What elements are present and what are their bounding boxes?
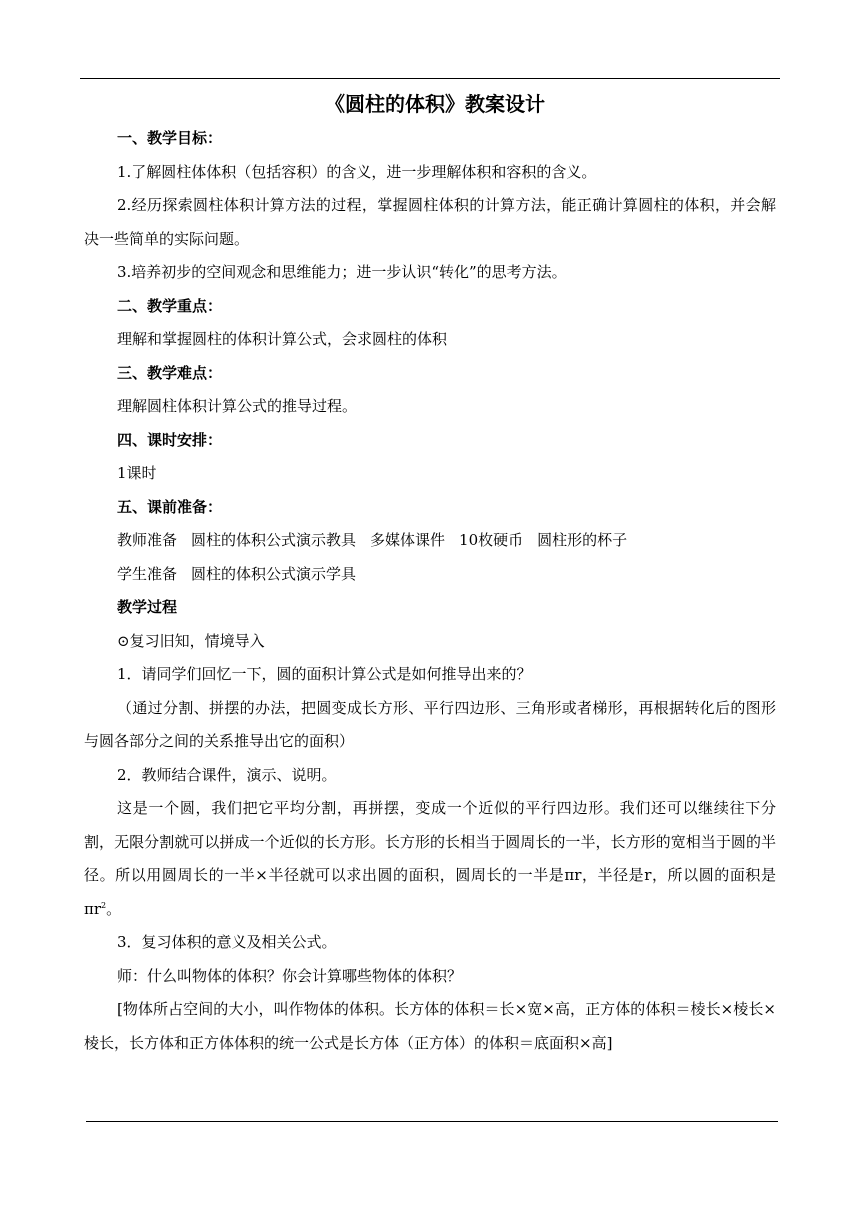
section-heading-objectives: 一、教学目标： [117, 129, 223, 147]
teacher-question: 师：什么叫物体的体积？你会计算哪些物体的体积？ [117, 966, 463, 985]
student-preparation-label: 学生准备 [117, 564, 178, 583]
review-question-2: 2．教师结合课件，演示、说明。 [117, 765, 337, 784]
review-explanation [84, 792, 776, 926]
teacher-preparation-label: 教师准备 [117, 531, 178, 549]
section-heading-preparation: 五、课前准备： [117, 497, 223, 516]
teacher-preparation-item: 多媒体课件 [370, 531, 446, 549]
difficulties-text: 理解圆柱体积计算公式的推导过程。 [117, 397, 358, 415]
schedule-text: 1课时 [117, 464, 157, 482]
teacher-preparation-item: 10枚硬币 [459, 531, 524, 549]
teacher-preparation [84, 524, 776, 558]
student-preparation-item: 圆柱的体积公式演示学具 [191, 564, 357, 583]
document-body [84, 86, 776, 1060]
header-rule [80, 78, 780, 79]
section-heading-schedule: 四、课时安排： [117, 430, 223, 449]
objective-item-2: 2.经历探索圆柱体积计算方法的过程，掌握圆柱体积的计算方法，能正确计算圆柱的体积，并会解决一些简单的实际问题。 [84, 196, 776, 248]
teacher-preparation-item: 圆柱的体积公式演示教具 [191, 531, 357, 549]
section-heading-key-points: 二、教学重点： [117, 296, 223, 315]
objective-item-1: 1.了解圆柱体体积（包括容积）的含义，进一步理解体积和容积的含义。 [117, 162, 597, 181]
review-question-1: 1．请同学们回忆一下，圆的面积计算公式是如何推导出来的？ [117, 665, 532, 683]
section-heading-difficulties: 三、教学难点： [117, 363, 223, 382]
key-points-text: 理解和掌握圆柱的体积计算公式，会求圆柱的体积 [117, 330, 448, 348]
footer-rule [86, 1121, 778, 1122]
review-answer-1: （通过分割、拼摆的办法，把圆变成长方形、平行四边形、三角形或者梯形，再根据转化后的图形与圆各部分之间的关系推导出它的面积） [84, 698, 776, 750]
process-subheading: ⊙复习旧知，情境导入 [117, 631, 265, 650]
explanation-end: 。 [106, 899, 122, 918]
document-title: 《圆柱的体积》教案设计 [325, 92, 545, 116]
review-question-3: 3．复习体积的意义及相关公式。 [117, 933, 337, 951]
explanation-text: 这是一个圆，我们把它平均分割，再拼摆，变成一个近似的平行四边形。我们还可以继续往下分割，无限分割就可以拼成一个近似的长方形。长方形的长相当于圆周长的一半，长方形的宽相当于圆的半径。所以用圆周长的一半×半径就可以求出圆的面积，圆周长的一半是πr，半径是r，所以圆的面积是πr [84, 799, 776, 918]
superscript-exponent: 2 [101, 900, 107, 910]
student-preparation [84, 558, 776, 592]
process-heading: 教学过程 [117, 598, 178, 616]
teacher-preparation-item: 圆柱形的杯子 [537, 531, 628, 549]
volume-answer: [物体所占空间的大小，叫作物体的体积。长方体的体积＝长×宽×高，正方体的体积＝棱长×棱长×棱长，长方体和正方体体积的统一公式是长方体（正方体）的体积＝底面积×高] [84, 1000, 776, 1052]
objective-item-3: 3.培养初步的空间观念和思维能力；进一步认识“转化”的思考方法。 [117, 263, 567, 281]
